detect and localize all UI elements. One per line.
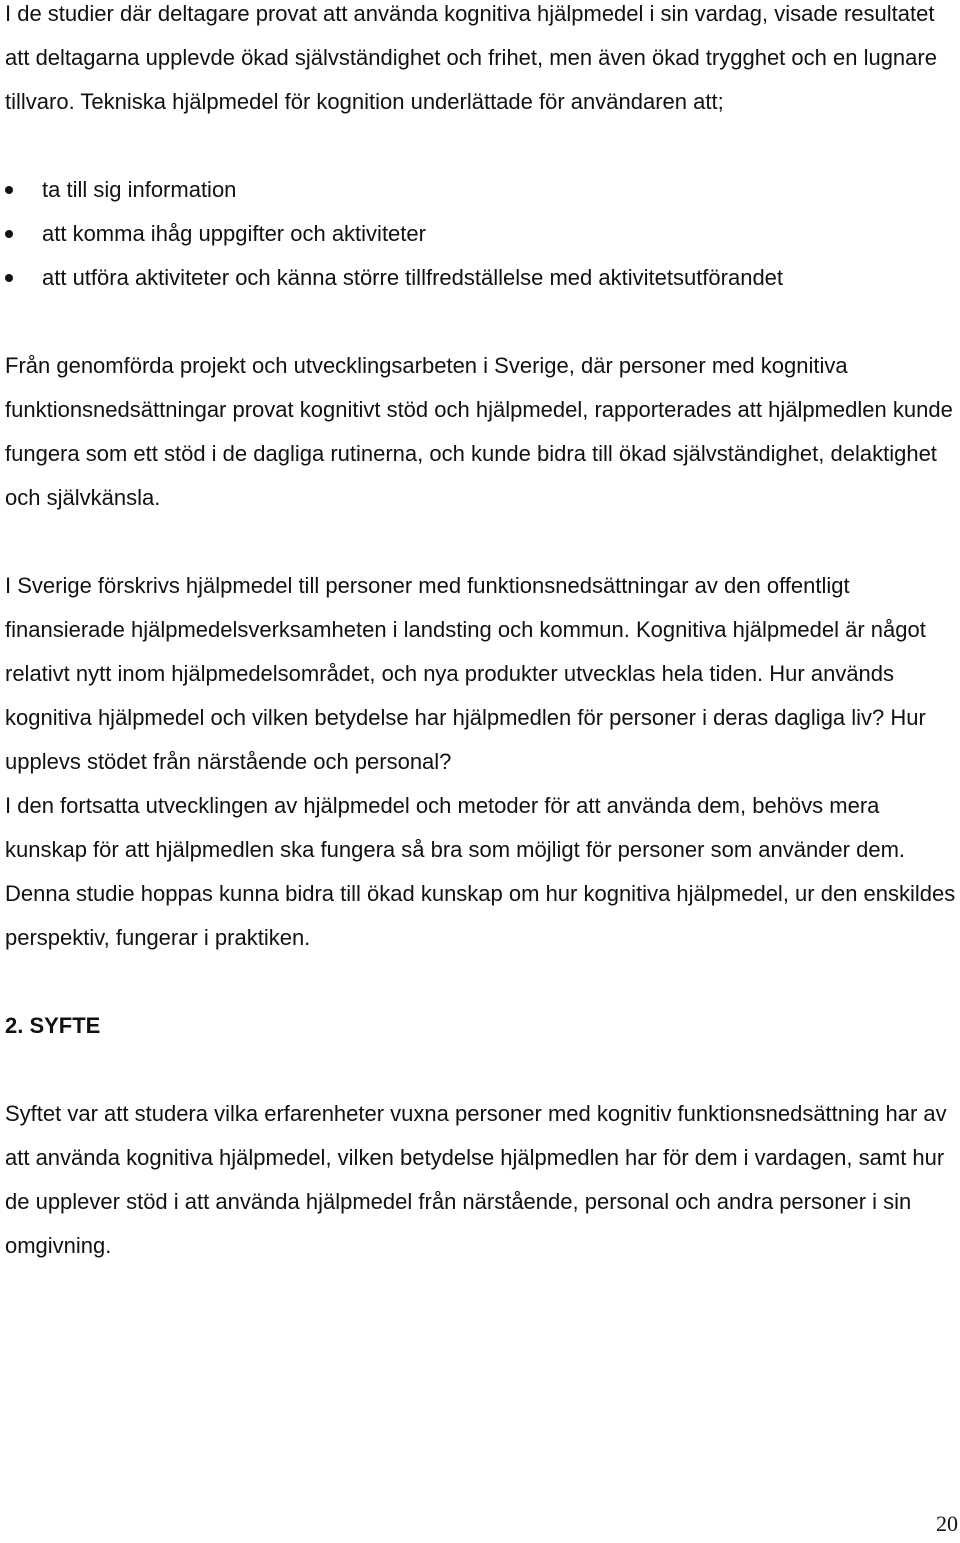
bullet-icon: [5, 230, 13, 238]
bullet-icon: [5, 274, 13, 282]
bullet-list: [5, 168, 957, 300]
bullet-text: att komma ihåg uppgifter och aktiviteter: [42, 221, 426, 246]
bullet-item: [5, 256, 957, 300]
continued-paragraph: I den fortsatta utvecklingen av hjälpmedel och metoder för att använda dem, behövs mera kunskap för att hjälpmedlen ska fungera så bra som möjligt för personer som använder dem. Denna studie hoppas kunna bidra till ökad kunskap om hur kognitiva hjälpmedel, ur den enskildes perspektiv, fungerar i praktiken.: [5, 793, 956, 950]
sweden-paragraph: I Sverige förskrivs hjälpmedel till personer med funktionsnedsättningar av den offentligt finansierade hjälpmedelsverksamheten i landsting och kommun. Kognitiva hjälpmedel är något relativt nytt inom hjälpmedelsområdet, och nya produkter utvecklas hela tiden. Hur används kognitiva hjälpmedel och vilken betydelse har hjälpmedlen för personer i deras dagliga liv? Hur upplevs stödet från närstående och personal?: [5, 573, 926, 774]
page-content: [5, 0, 957, 1268]
bullet-text: att utföra aktiviteter och känna större tillfredställelse med aktivitetsutförandet: [42, 265, 784, 290]
bullet-item: [5, 168, 957, 212]
section-heading: 2. SYFTE: [5, 1013, 101, 1038]
bullet-text: ta till sig information: [42, 177, 237, 202]
purpose-paragraph: Syftet var att studera vilka erfarenheter vuxna personer med kognitiv funktionsnedsättning har av att använda kognitiva hjälpmedel, vilken betydelse hjälpmedlen har för dem i vardagen, samt hur de upplever stöd i att använda hjälpmedel från närstående, personal och andra personer i sin omgivning.: [5, 1101, 947, 1258]
bullet-item: [5, 212, 957, 256]
projects-paragraph: Från genomförda projekt och utvecklingsarbeten i Sverige, där personer med kognitiva funktionsnedsättningar provat kognitivt stöd och hjälpmedel, rapporterades att hjälpmedlen kunde fungera som ett stöd i de dagliga rutinerna, och kunde bidra till ökad självständighet, delaktighet och självkänsla.: [5, 353, 953, 510]
bullet-icon: [5, 186, 13, 194]
intro-paragraph: I de studier där deltagare provat att använda kognitiva hjälpmedel i sin vardag, visade resultatet att deltagarna upplevde ökad självständighet och frihet, men även ökad trygghet och en lugnare tillvaro. Tekniska hjälpmedel för kognition underlättade för användaren att;: [5, 1, 937, 114]
page-number: 20: [936, 1511, 958, 1536]
